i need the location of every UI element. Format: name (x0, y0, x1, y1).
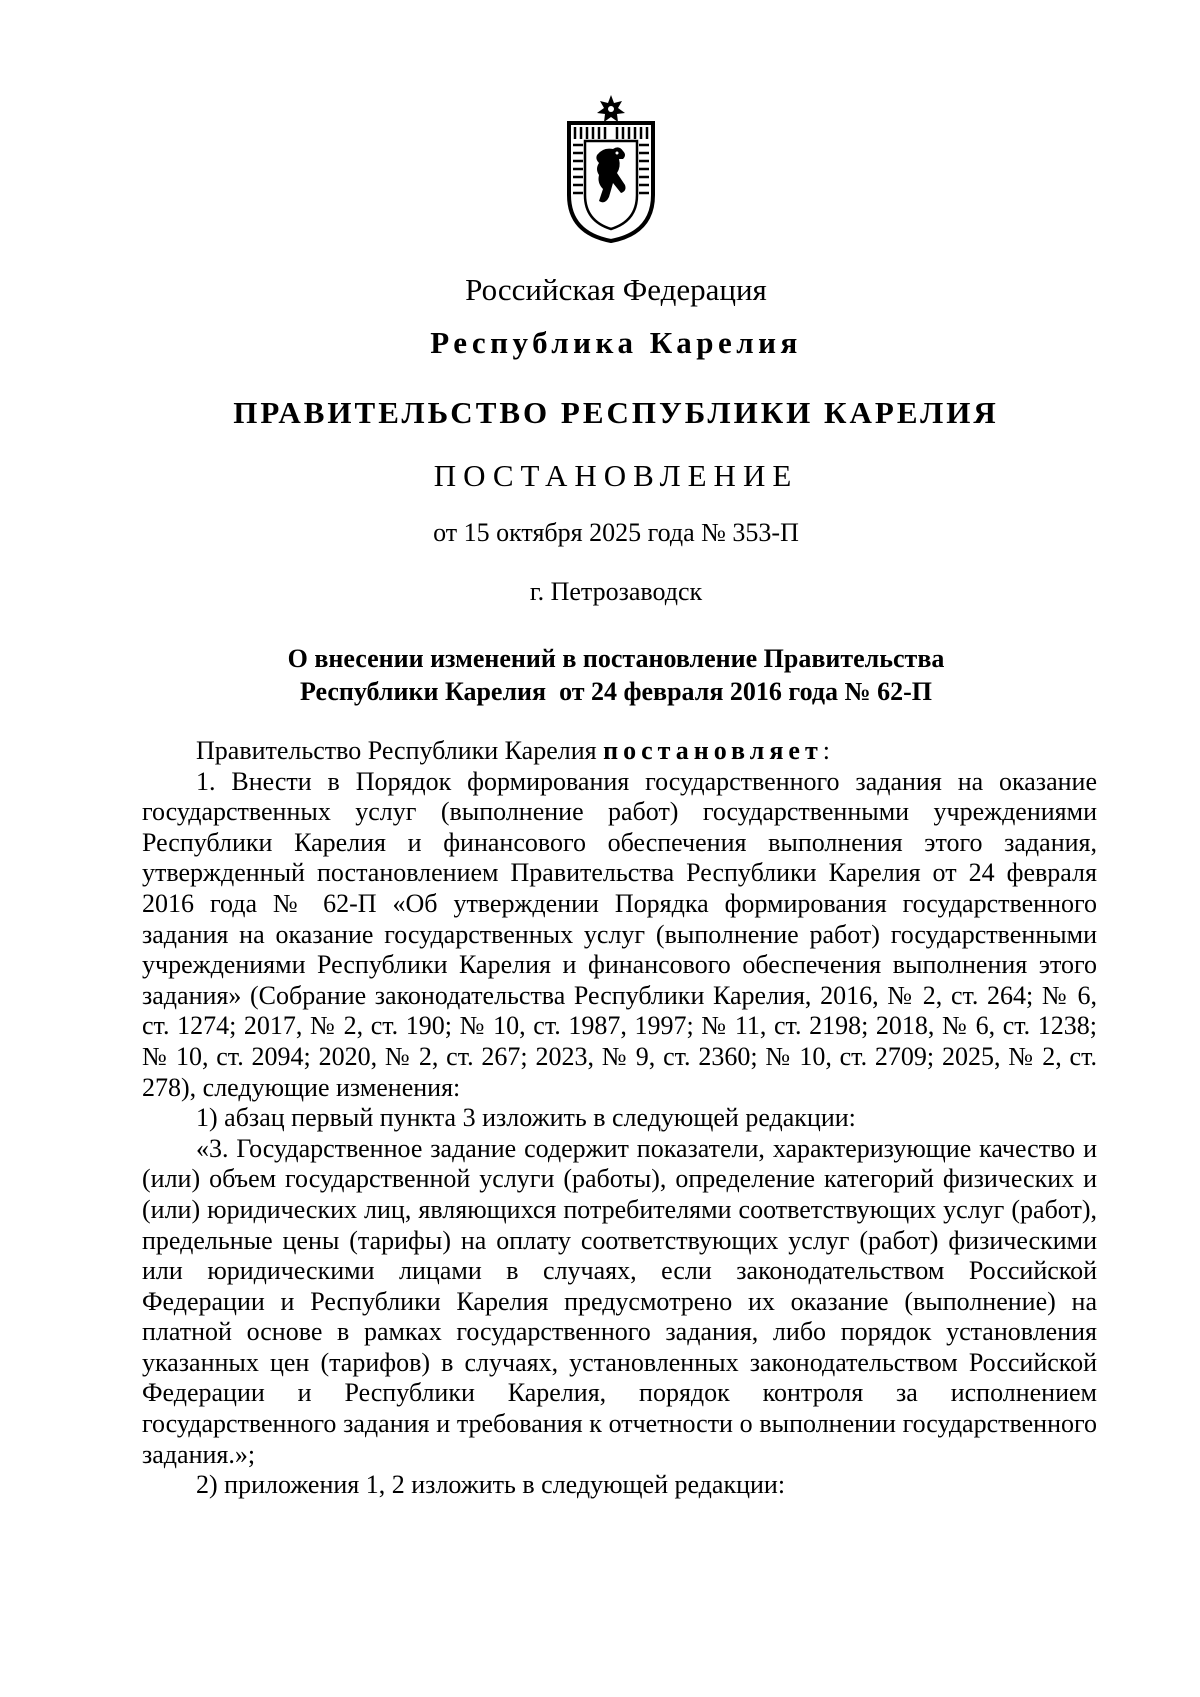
subject-line-2: Республики Карелия от 24 февраля 2016 года № 62-П (299, 677, 932, 706)
document-date-number: от 15 октября 2025 года № 353-П (433, 518, 799, 547)
document-type: ПОСТАНОВЛЕНИЕ (433, 458, 799, 493)
intro-suffix: : (822, 736, 830, 765)
country-name: Российская Федерация (465, 272, 767, 307)
subject-line-1: О внесении изменений в постановление Правительства (287, 644, 945, 673)
paragraph-1: 1. Внести в Порядок формирования государственного задания на оказание государственных услуг (выполнение работ) государственными учреждениями Республики Карелия и финансового обеспечения выполнения этого задания, утвержденный постановлением Правительства Республики Карелия от 24 февраля 2016 года № 62-П «Об утверждении Порядка формирования государственного задания на оказание государственных услуг (выполнение работ) государственными учреждениями Республики Карелия и финансового обеспечения выполнения этого задания» (Собрание законодательства Республики Карелия, 2016, № 2, ст. 264; № 6, ст. 1274; 2017, № 2, ст. 190; № 10, ст. 1987, 1997; № 11, ст. 2198; 2018, № 6, ст. 1238; № 10, ст. 2094; 2020, № 2, ст. 267; 2023, № 9, ст. 2360; № 10, ст. 2709; 2025, № 2, ст. 278), следующие изменения: (142, 766, 1097, 1102)
government-title: ПРАВИТЕЛЬСТВО РЕСПУБЛИКИ КАРЕЛИЯ (233, 395, 999, 430)
republic-name: Республика Карелия (430, 325, 802, 360)
paragraph-3: «3. Государственное задание содержит показатели, характеризующие качество и (или) объем государственной услуги (работы), определение категорий физических и (или) юридических лиц, являющихся потребителями соответствующих услуг (работ), предельные цены (тарифы) на оплату соответствующих услуг (работ) физическими или юридическими лицами в случаях, если законодательством Российской Федерации и Республики Карелия предусмотрено их оказание (выполнение) на платной основе в рамках государственного задания, либо порядок установления указанных цен (тарифов) в случаях, установленных законодательством Российской Федерации и Республики Карелия, порядок контроля за исполнением государственного задания и требования к отчетности о выполнении государственного задания.»; (142, 1133, 1097, 1469)
document-body (142, 736, 1097, 1501)
paragraph-2: 1) абзац первый пункта 3 изложить в следующей редакции: (196, 1103, 856, 1133)
document-subject (0, 642, 1200, 708)
intro-verb: постановляет (603, 736, 823, 765)
paragraph-4: 2) приложения 1, 2 изложить в следующей редакции: (196, 1470, 786, 1500)
document-city: г. Петрозаводск (529, 577, 703, 606)
intro-paragraph (142, 736, 1097, 767)
intro-prefix: Правительство Республики Карелия (196, 736, 604, 765)
coat-of-arms-icon (561, 93, 661, 243)
